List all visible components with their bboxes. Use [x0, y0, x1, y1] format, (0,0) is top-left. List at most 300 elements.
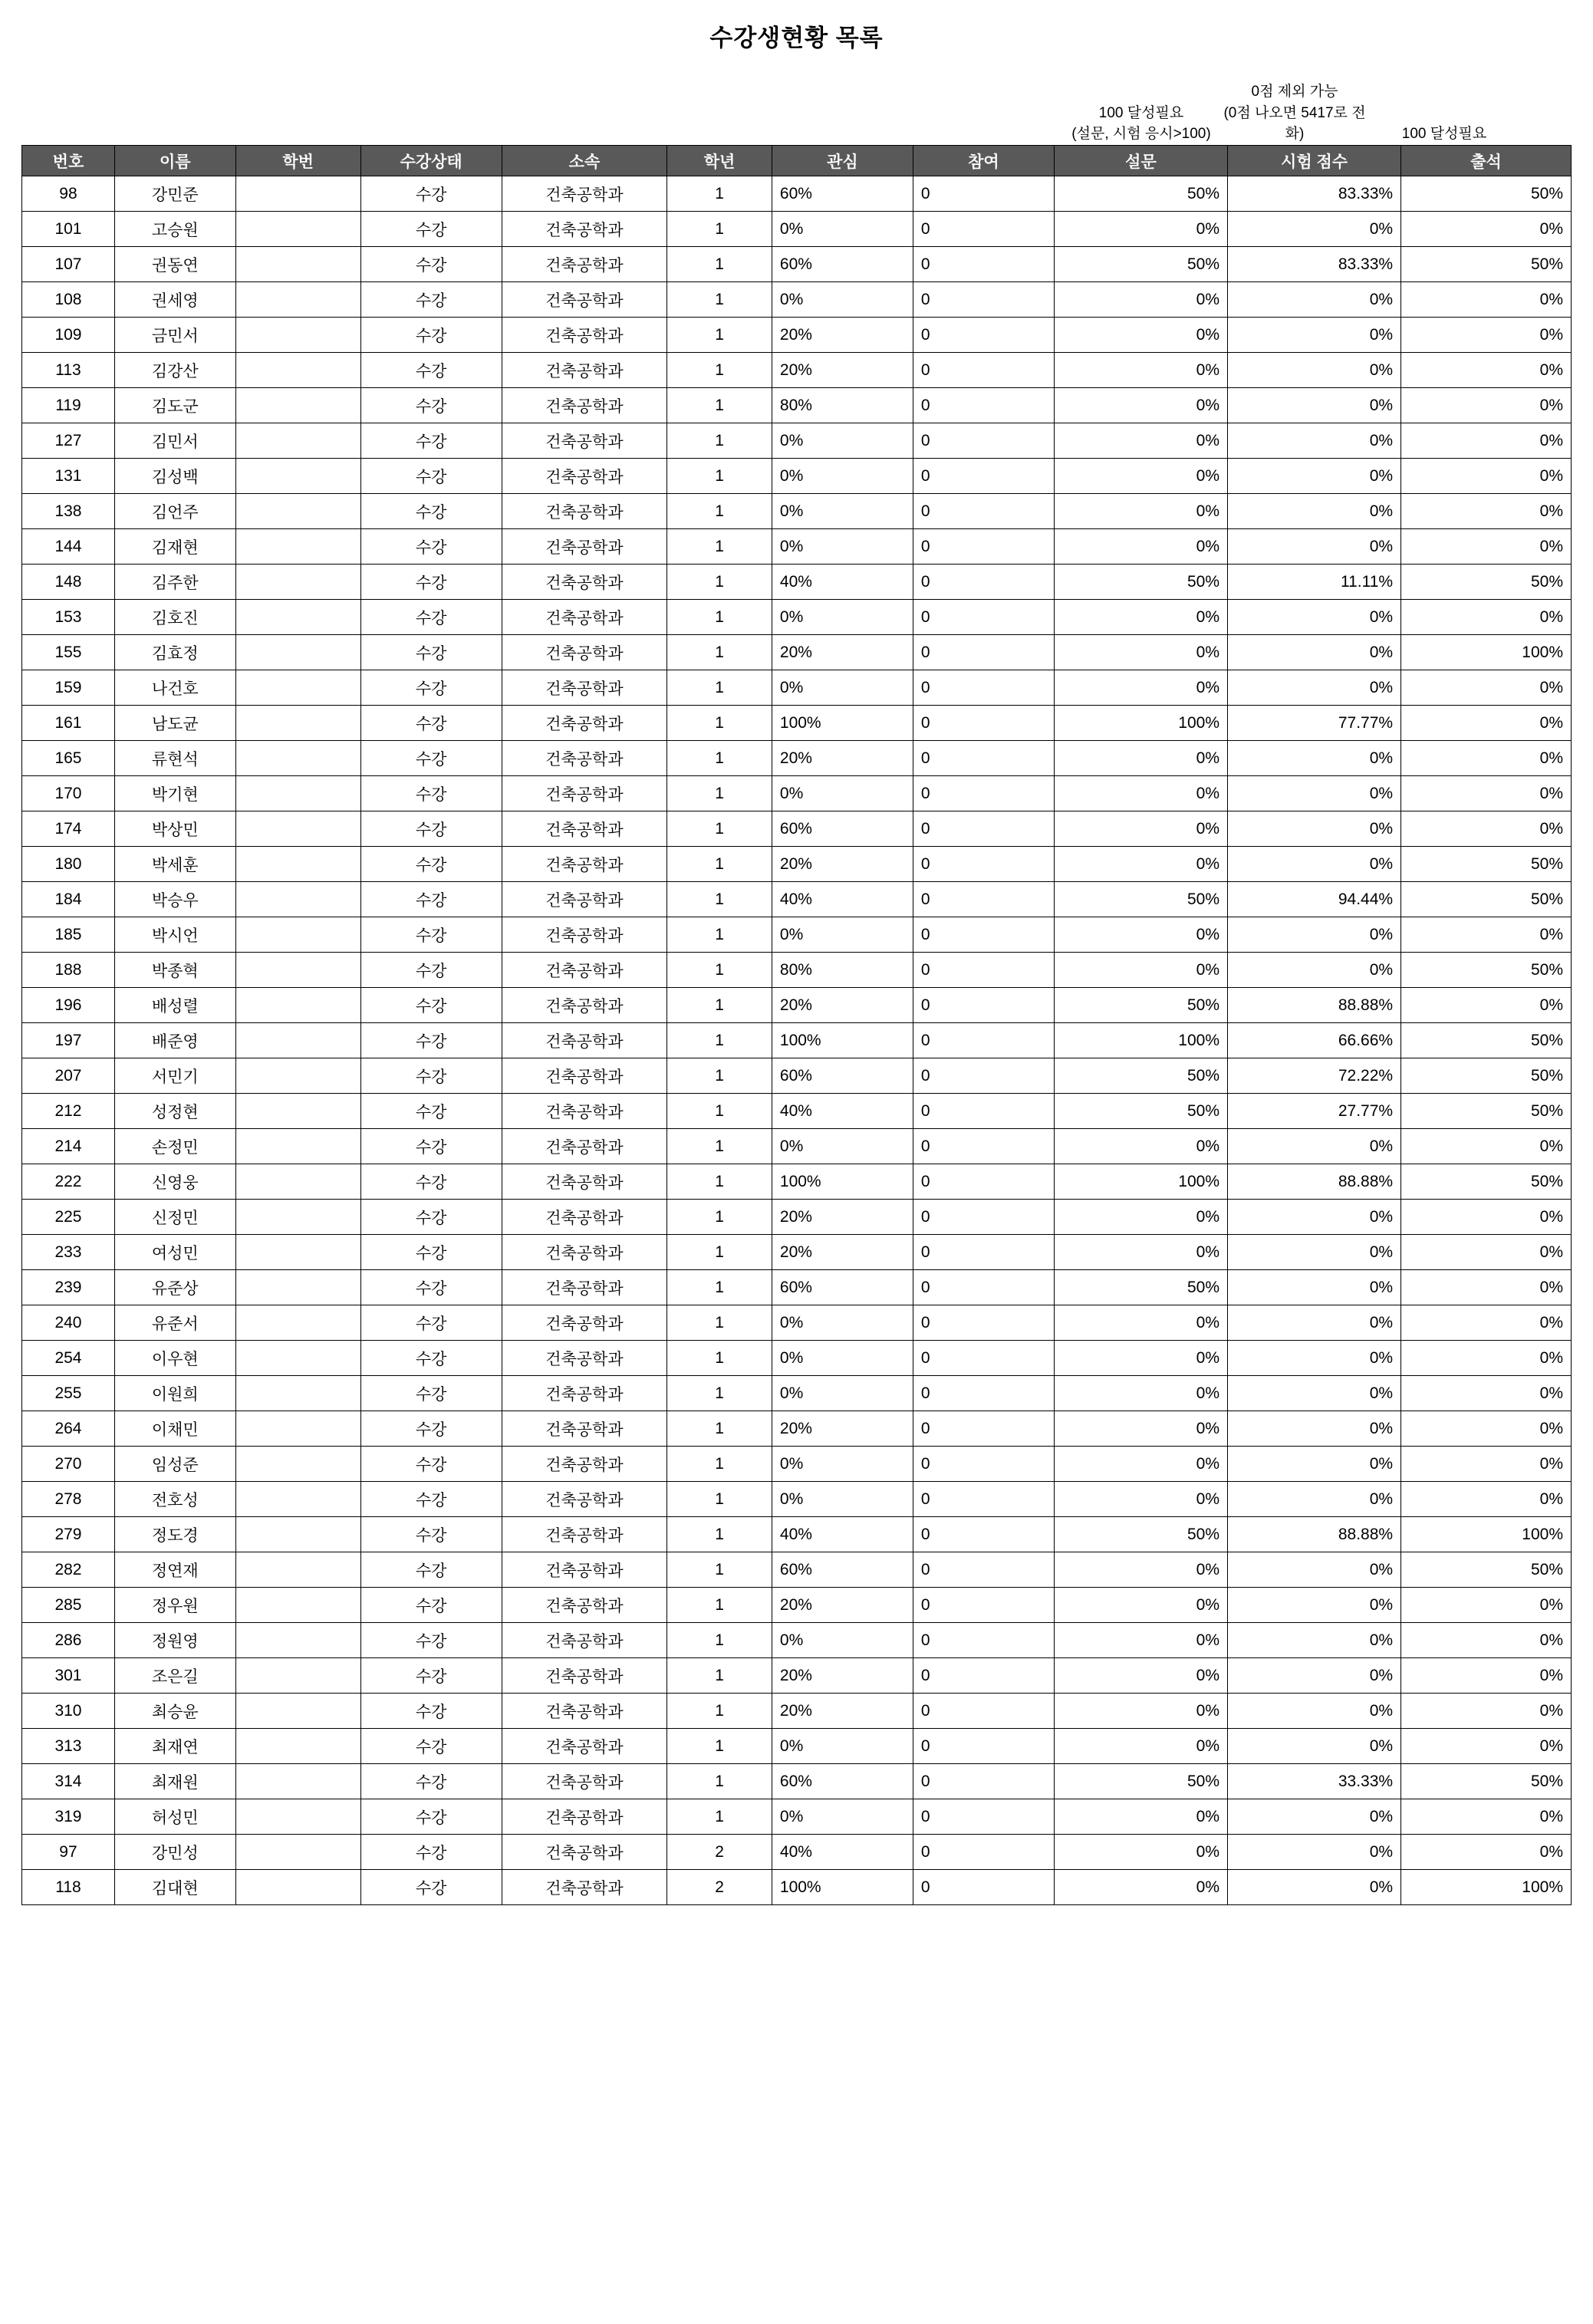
cell-grade: 1	[667, 1129, 772, 1164]
cell-status: 수강	[360, 811, 502, 847]
cell-interest: 0%	[772, 212, 913, 247]
table-row	[22, 1835, 1572, 1870]
cell-survey: 0%	[1054, 212, 1227, 247]
cell-status: 수강	[360, 847, 502, 882]
cell-attendance: 0%	[1401, 318, 1572, 353]
cell-status: 수강	[360, 388, 502, 423]
header-cell-exam-score: 시험 점수	[1228, 146, 1401, 176]
cell-name: 박승우	[114, 882, 235, 917]
cell-no: 109	[22, 318, 115, 353]
cell-no: 222	[22, 1164, 115, 1200]
cell-department: 건축공학과	[502, 1164, 667, 1200]
table-row	[22, 1270, 1572, 1305]
cell-attendance: 0%	[1401, 212, 1572, 247]
cell-student-id	[235, 635, 360, 670]
cell-no: 170	[22, 776, 115, 811]
cell-student-id	[235, 176, 360, 212]
cell-name: 권세영	[114, 282, 235, 318]
cell-no: 197	[22, 1023, 115, 1058]
cell-name: 임성준	[114, 1447, 235, 1482]
cell-no: 254	[22, 1341, 115, 1376]
cell-student-id	[235, 1835, 360, 1870]
cell-attendance: 0%	[1401, 529, 1572, 565]
cell-status: 수강	[360, 776, 502, 811]
table-row	[22, 1870, 1572, 1905]
page-title: 수강생현황 목록	[709, 25, 884, 51]
cell-attendance: 50%	[1401, 882, 1572, 917]
cell-student-id	[235, 953, 360, 988]
cell-name: 박세훈	[114, 847, 235, 882]
cell-exam-score: 0%	[1228, 1482, 1401, 1517]
cell-participation: 0	[913, 1517, 1054, 1552]
cell-name: 김민서	[114, 423, 235, 459]
cell-name: 강민준	[114, 176, 235, 212]
cell-exam-score: 72.22%	[1228, 1058, 1401, 1094]
cell-status: 수강	[360, 1517, 502, 1552]
cell-grade: 1	[667, 247, 772, 282]
cell-status: 수강	[360, 247, 502, 282]
cell-grade: 1	[667, 1164, 772, 1200]
table-row	[22, 1094, 1572, 1129]
table-row	[22, 847, 1572, 882]
cell-exam-score: 0%	[1228, 953, 1401, 988]
table-row	[22, 1588, 1572, 1623]
cell-interest: 20%	[772, 1658, 913, 1694]
cell-no: 225	[22, 1200, 115, 1235]
cell-participation: 0	[913, 459, 1054, 494]
cell-exam-score: 0%	[1228, 1658, 1401, 1694]
cell-status: 수강	[360, 1447, 502, 1482]
cell-department: 건축공학과	[502, 1658, 667, 1694]
cell-interest: 100%	[772, 1023, 913, 1058]
header-cell-status: 수강상태	[360, 146, 502, 176]
cell-grade: 1	[667, 1341, 772, 1376]
cell-grade: 1	[667, 1411, 772, 1447]
cell-interest: 60%	[772, 1058, 913, 1094]
cell-grade: 1	[667, 1764, 772, 1799]
cell-department: 건축공학과	[502, 776, 667, 811]
cell-survey: 0%	[1054, 1129, 1227, 1164]
cell-participation: 0	[913, 529, 1054, 565]
cell-exam-score: 0%	[1228, 212, 1401, 247]
header-cell-interest: 관심	[772, 146, 913, 176]
table-row	[22, 176, 1572, 212]
cell-no: 319	[22, 1799, 115, 1835]
cell-interest: 20%	[772, 1200, 913, 1235]
cell-student-id	[235, 459, 360, 494]
table-row	[22, 953, 1572, 988]
cell-participation: 0	[913, 1658, 1054, 1694]
cell-interest: 0%	[772, 529, 913, 565]
cell-name: 정원영	[114, 1623, 235, 1658]
table-row	[22, 988, 1572, 1023]
cell-grade: 1	[667, 282, 772, 318]
cell-no: 118	[22, 1870, 115, 1905]
cell-status: 수강	[360, 423, 502, 459]
cell-interest: 0%	[772, 1447, 913, 1482]
cell-student-id	[235, 1200, 360, 1235]
cell-attendance: 0%	[1401, 388, 1572, 423]
cell-survey: 0%	[1054, 1305, 1227, 1341]
cell-participation: 0	[913, 1164, 1054, 1200]
cell-department: 건축공학과	[502, 1517, 667, 1552]
cell-participation: 0	[913, 247, 1054, 282]
cell-no: 212	[22, 1094, 115, 1129]
cell-grade: 1	[667, 1376, 772, 1411]
cell-student-id	[235, 1447, 360, 1482]
cell-student-id	[235, 318, 360, 353]
cell-exam-score: 0%	[1228, 776, 1401, 811]
cell-participation: 0	[913, 1870, 1054, 1905]
cell-grade: 1	[667, 1694, 772, 1729]
cell-department: 건축공학과	[502, 847, 667, 882]
cell-attendance: 0%	[1401, 1200, 1572, 1235]
cell-interest: 0%	[772, 1729, 913, 1764]
cell-department: 건축공학과	[502, 494, 667, 529]
cell-interest: 0%	[772, 670, 913, 706]
cell-student-id	[235, 1658, 360, 1694]
cell-no: 233	[22, 1235, 115, 1270]
cell-interest: 0%	[772, 459, 913, 494]
cell-attendance: 0%	[1401, 1341, 1572, 1376]
table-row	[22, 247, 1572, 282]
cell-department: 건축공학과	[502, 1305, 667, 1341]
table-row	[22, 1200, 1572, 1235]
cell-department: 건축공학과	[502, 1552, 667, 1588]
cell-survey: 50%	[1054, 1094, 1227, 1129]
cell-name: 김언주	[114, 494, 235, 529]
cell-survey: 0%	[1054, 741, 1227, 776]
cell-participation: 0	[913, 1305, 1054, 1341]
cell-status: 수강	[360, 1058, 502, 1094]
cell-grade: 1	[667, 1658, 772, 1694]
column-notes	[21, 61, 1572, 145]
cell-participation: 0	[913, 917, 1054, 953]
cell-exam-score: 0%	[1228, 635, 1401, 670]
cell-attendance: 0%	[1401, 1482, 1572, 1517]
cell-participation: 0	[913, 1835, 1054, 1870]
header-cell-student-id: 학번	[235, 146, 360, 176]
cell-survey: 50%	[1054, 565, 1227, 600]
cell-interest: 0%	[772, 423, 913, 459]
cell-attendance: 50%	[1401, 565, 1572, 600]
cell-name: 이원희	[114, 1376, 235, 1411]
cell-interest: 0%	[772, 1623, 913, 1658]
cell-interest: 20%	[772, 741, 913, 776]
cell-exam-score: 94.44%	[1228, 882, 1401, 917]
table-row	[22, 1341, 1572, 1376]
table-row	[22, 282, 1572, 318]
cell-participation: 0	[913, 318, 1054, 353]
cell-name: 서민기	[114, 1058, 235, 1094]
cell-survey: 0%	[1054, 1411, 1227, 1447]
exam-note: 0점 제외 가능 (0점 나오면 5417로 전화)	[1223, 84, 1366, 143]
cell-participation: 0	[913, 882, 1054, 917]
cell-interest: 40%	[772, 1517, 913, 1552]
cell-survey: 0%	[1054, 423, 1227, 459]
cell-exam-score: 0%	[1228, 1588, 1401, 1623]
cell-grade: 1	[667, 1094, 772, 1129]
cell-student-id	[235, 776, 360, 811]
cell-interest: 20%	[772, 318, 913, 353]
cell-grade: 1	[667, 1482, 772, 1517]
cell-grade: 1	[667, 1447, 772, 1482]
cell-attendance: 0%	[1401, 1694, 1572, 1729]
cell-status: 수강	[360, 741, 502, 776]
cell-status: 수강	[360, 1411, 502, 1447]
cell-no: 188	[22, 953, 115, 988]
cell-attendance: 0%	[1401, 741, 1572, 776]
cell-survey: 0%	[1054, 847, 1227, 882]
cell-department: 건축공학과	[502, 1411, 667, 1447]
cell-interest: 40%	[772, 1094, 913, 1129]
cell-student-id	[235, 1023, 360, 1058]
cell-student-id	[235, 1764, 360, 1799]
cell-attendance: 0%	[1401, 988, 1572, 1023]
cell-student-id	[235, 212, 360, 247]
cell-attendance: 0%	[1401, 1729, 1572, 1764]
cell-department: 건축공학과	[502, 988, 667, 1023]
cell-status: 수강	[360, 1658, 502, 1694]
cell-participation: 0	[913, 706, 1054, 741]
cell-no: 279	[22, 1517, 115, 1552]
cell-status: 수강	[360, 1305, 502, 1341]
table-body	[22, 176, 1572, 1905]
cell-attendance: 0%	[1401, 600, 1572, 635]
cell-survey: 0%	[1054, 953, 1227, 988]
cell-department: 건축공학과	[502, 1729, 667, 1764]
cell-grade: 1	[667, 882, 772, 917]
cell-no: 285	[22, 1588, 115, 1623]
table-row	[22, 1023, 1572, 1058]
cell-survey: 50%	[1054, 882, 1227, 917]
cell-attendance: 50%	[1401, 247, 1572, 282]
cell-survey: 100%	[1054, 1023, 1227, 1058]
cell-status: 수강	[360, 282, 502, 318]
cell-interest: 20%	[772, 988, 913, 1023]
cell-exam-score: 0%	[1228, 388, 1401, 423]
table-header	[22, 146, 1572, 176]
cell-survey: 50%	[1054, 1517, 1227, 1552]
cell-attendance: 50%	[1401, 1023, 1572, 1058]
table-row	[22, 600, 1572, 635]
table-row	[22, 1058, 1572, 1094]
cell-student-id	[235, 1482, 360, 1517]
cell-participation: 0	[913, 635, 1054, 670]
cell-no: 184	[22, 882, 115, 917]
table-row	[22, 1552, 1572, 1588]
cell-name: 성정현	[114, 1094, 235, 1129]
cell-attendance: 0%	[1401, 776, 1572, 811]
cell-student-id	[235, 1058, 360, 1094]
cell-attendance: 0%	[1401, 1799, 1572, 1835]
cell-exam-score: 0%	[1228, 1376, 1401, 1411]
cell-exam-score: 0%	[1228, 282, 1401, 318]
cell-status: 수강	[360, 1235, 502, 1270]
cell-attendance: 50%	[1401, 176, 1572, 212]
cell-participation: 0	[913, 1729, 1054, 1764]
cell-exam-score: 0%	[1228, 459, 1401, 494]
cell-name: 강민성	[114, 1835, 235, 1870]
cell-attendance: 100%	[1401, 1870, 1572, 1905]
cell-status: 수강	[360, 635, 502, 670]
cell-participation: 0	[913, 1694, 1054, 1729]
cell-survey: 50%	[1054, 247, 1227, 282]
cell-student-id	[235, 1694, 360, 1729]
cell-no: 119	[22, 388, 115, 423]
cell-exam-score: 0%	[1228, 423, 1401, 459]
cell-status: 수강	[360, 565, 502, 600]
cell-participation: 0	[913, 1623, 1054, 1658]
cell-exam-score: 0%	[1228, 741, 1401, 776]
cell-survey: 0%	[1054, 1694, 1227, 1729]
cell-participation: 0	[913, 1235, 1054, 1270]
cell-student-id	[235, 1094, 360, 1129]
cell-name: 이채민	[114, 1411, 235, 1447]
cell-name: 김강산	[114, 353, 235, 388]
cell-name: 정연재	[114, 1552, 235, 1588]
cell-no: 207	[22, 1058, 115, 1094]
cell-department: 건축공학과	[502, 1588, 667, 1623]
cell-grade: 1	[667, 529, 772, 565]
cell-attendance: 0%	[1401, 1129, 1572, 1164]
cell-exam-score: 27.77%	[1228, 1094, 1401, 1129]
cell-name: 김도군	[114, 388, 235, 423]
cell-interest: 40%	[772, 882, 913, 917]
cell-no: 155	[22, 635, 115, 670]
cell-student-id	[235, 388, 360, 423]
cell-exam-score: 0%	[1228, 1870, 1401, 1905]
cell-participation: 0	[913, 1058, 1054, 1094]
cell-name: 남도균	[114, 706, 235, 741]
cell-name: 조은길	[114, 1658, 235, 1694]
cell-name: 손정민	[114, 1129, 235, 1164]
cell-attendance: 0%	[1401, 353, 1572, 388]
cell-survey: 0%	[1054, 353, 1227, 388]
cell-department: 건축공학과	[502, 282, 667, 318]
cell-grade: 1	[667, 1552, 772, 1588]
cell-department: 건축공학과	[502, 1764, 667, 1799]
cell-interest: 20%	[772, 1235, 913, 1270]
cell-name: 배성렬	[114, 988, 235, 1023]
cell-status: 수강	[360, 706, 502, 741]
cell-student-id	[235, 529, 360, 565]
cell-survey: 0%	[1054, 1870, 1227, 1905]
cell-status: 수강	[360, 529, 502, 565]
cell-attendance: 0%	[1401, 459, 1572, 494]
cell-survey: 0%	[1054, 1658, 1227, 1694]
cell-attendance: 50%	[1401, 1552, 1572, 1588]
cell-attendance: 50%	[1401, 847, 1572, 882]
cell-student-id	[235, 1164, 360, 1200]
cell-participation: 0	[913, 388, 1054, 423]
cell-grade: 1	[667, 1058, 772, 1094]
cell-exam-score: 0%	[1228, 811, 1401, 847]
cell-no: 313	[22, 1729, 115, 1764]
cell-student-id	[235, 1411, 360, 1447]
cell-grade: 1	[667, 212, 772, 247]
cell-name: 박시언	[114, 917, 235, 953]
cell-student-id	[235, 1729, 360, 1764]
cell-department: 건축공학과	[502, 212, 667, 247]
cell-interest: 0%	[772, 600, 913, 635]
cell-name: 김성백	[114, 459, 235, 494]
cell-department: 건축공학과	[502, 1094, 667, 1129]
table-row	[22, 917, 1572, 953]
cell-no: 101	[22, 212, 115, 247]
cell-attendance: 50%	[1401, 1164, 1572, 1200]
cell-survey: 0%	[1054, 1200, 1227, 1235]
table-row	[22, 1799, 1572, 1835]
table-row	[22, 1305, 1572, 1341]
cell-no: 174	[22, 811, 115, 847]
table-row	[22, 1764, 1572, 1799]
cell-attendance: 0%	[1401, 1447, 1572, 1482]
cell-status: 수강	[360, 1799, 502, 1835]
cell-name: 김효정	[114, 635, 235, 670]
cell-student-id	[235, 1552, 360, 1588]
cell-no: 113	[22, 353, 115, 388]
cell-status: 수강	[360, 1341, 502, 1376]
cell-department: 건축공학과	[502, 388, 667, 423]
table-row	[22, 1729, 1572, 1764]
cell-department: 건축공학과	[502, 318, 667, 353]
cell-interest: 40%	[772, 565, 913, 600]
cell-no: 153	[22, 600, 115, 635]
cell-exam-score: 0%	[1228, 1341, 1401, 1376]
cell-participation: 0	[913, 1552, 1054, 1588]
cell-exam-score: 0%	[1228, 1411, 1401, 1447]
header-cell-survey: 설문	[1054, 146, 1227, 176]
cell-grade: 1	[667, 1517, 772, 1552]
cell-name: 박상민	[114, 811, 235, 847]
table-row	[22, 670, 1572, 706]
table-row	[22, 882, 1572, 917]
cell-survey: 0%	[1054, 318, 1227, 353]
cell-department: 건축공학과	[502, 1799, 667, 1835]
cell-interest: 100%	[772, 1164, 913, 1200]
cell-no: 255	[22, 1376, 115, 1411]
cell-name: 김호진	[114, 600, 235, 635]
cell-interest: 60%	[772, 247, 913, 282]
cell-exam-score: 0%	[1228, 494, 1401, 529]
cell-status: 수강	[360, 1588, 502, 1623]
cell-survey: 0%	[1054, 1447, 1227, 1482]
cell-attendance: 50%	[1401, 1764, 1572, 1799]
cell-attendance: 100%	[1401, 635, 1572, 670]
cell-department: 건축공학과	[502, 353, 667, 388]
cell-department: 건축공학과	[502, 529, 667, 565]
cell-survey: 0%	[1054, 494, 1227, 529]
cell-department: 건축공학과	[502, 247, 667, 282]
cell-participation: 0	[913, 1129, 1054, 1164]
cell-status: 수강	[360, 1764, 502, 1799]
table-row	[22, 1376, 1572, 1411]
cell-participation: 0	[913, 600, 1054, 635]
cell-exam-score: 83.33%	[1228, 176, 1401, 212]
cell-exam-score: 0%	[1228, 1200, 1401, 1235]
cell-name: 최승윤	[114, 1694, 235, 1729]
cell-status: 수강	[360, 1129, 502, 1164]
table-row	[22, 776, 1572, 811]
cell-grade: 1	[667, 988, 772, 1023]
cell-attendance: 50%	[1401, 1058, 1572, 1094]
cell-no: 286	[22, 1623, 115, 1658]
cell-exam-score: 0%	[1228, 917, 1401, 953]
cell-attendance: 50%	[1401, 1094, 1572, 1129]
cell-survey: 100%	[1054, 1164, 1227, 1200]
cell-attendance: 0%	[1401, 670, 1572, 706]
